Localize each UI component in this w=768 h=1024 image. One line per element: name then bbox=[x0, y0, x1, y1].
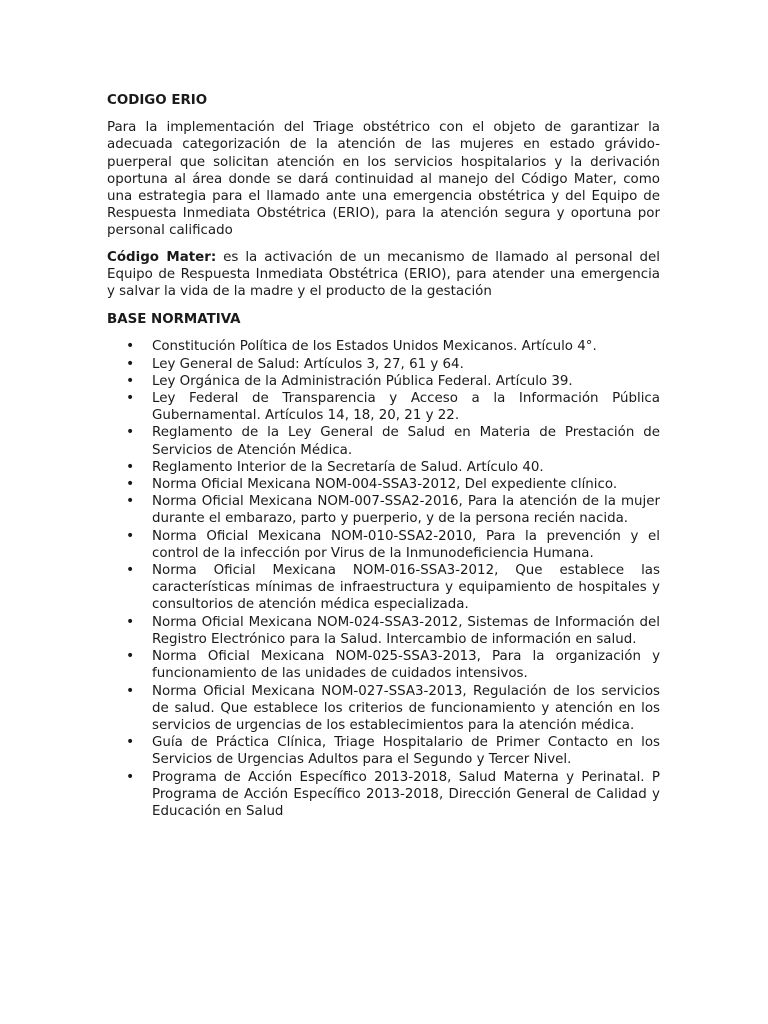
bullet-icon: • bbox=[126, 682, 135, 699]
bullet-icon: • bbox=[126, 424, 135, 441]
norm-text: Constitución Política de los Estados Unidos Mexicanos. Artículo 4°. bbox=[152, 339, 597, 355]
bullet-icon: • bbox=[126, 390, 135, 407]
definition-text: es la activación de un mecanismo de llamado al personal del Equipo de Respuesta Inmediata Obstétrica (ERIO), para atender una emergencia y salvar la vida de la madre y el producto de la gestación bbox=[107, 249, 660, 300]
norm-text: Norma Oficial Mexicana NOM-007-SSA2-2016, Para la atención de la mujer durante el embarazo, parto y puerperio, y de la persona recién nacida. bbox=[152, 494, 660, 527]
norm-text: Ley General de Salud: Artículos 3, 27, 61 y 64. bbox=[152, 356, 464, 372]
norm-text: Norma Oficial Mexicana NOM-016-SSA3-2012, Que establece las características mínimas de infraestructura y equipamiento de hospitales y consultorios de atención médica especializada. bbox=[152, 563, 660, 613]
norm-list-item bbox=[107, 769, 660, 821]
norm-text: Norma Oficial Mexicana NOM-004-SSA3-2012, Del expediente clínico. bbox=[152, 477, 618, 493]
norm-list-item bbox=[107, 683, 660, 735]
norm-text: Reglamento Interior de la Secretaría de Salud. Artículo 40. bbox=[152, 459, 544, 475]
norm-list-item bbox=[107, 734, 660, 768]
bullet-icon: • bbox=[126, 562, 135, 579]
norm-text: Norma Oficial Mexicana NOM-027-SSA3-2013, Regulación de los servicios de salud. Que establece los criterios de funcionamiento y atención en los servicios de urgencias de los establecimientos para la atención médica. bbox=[152, 683, 660, 733]
norm-list-item bbox=[107, 528, 660, 562]
norm-list-item bbox=[107, 476, 660, 493]
definition-term: Código Mater: bbox=[107, 249, 217, 265]
norm-text: Programa de Acción Específico 2013-2018, Salud Materna y Perinatal. P Programa de Acción Específico 2013-2018, Dirección General de Calidad y Educación en Salud bbox=[152, 769, 660, 819]
norm-text: Ley Orgánica de la Administración Pública Federal. Artículo 39. bbox=[152, 373, 573, 389]
bullet-icon: • bbox=[126, 458, 135, 475]
bullet-icon: • bbox=[126, 613, 135, 630]
bullet-icon: • bbox=[126, 476, 135, 493]
bullet-icon: • bbox=[126, 338, 135, 355]
norm-list-item bbox=[107, 562, 660, 614]
norm-text: Norma Oficial Mexicana NOM-025-SSA3-2013, Para la organización y funcionamiento de las unidades de cuidados intensivos. bbox=[152, 649, 660, 682]
norm-list-item bbox=[107, 338, 660, 355]
norm-list-item bbox=[107, 424, 660, 458]
document-page bbox=[107, 90, 660, 820]
bullet-icon: • bbox=[126, 648, 135, 665]
norm-list-item bbox=[107, 390, 660, 424]
norm-list-item bbox=[107, 373, 660, 390]
norm-list-item bbox=[107, 459, 660, 476]
bullet-icon: • bbox=[126, 355, 135, 372]
bullet-icon: • bbox=[126, 527, 135, 544]
intro-paragraph: Para la implementación del Triage obstétrico con el objeto de garantizar la adecuada categorización de la atención de las mujeres en estado grávido-puerperal que solicitan atención en los servicios hospitalarios y la derivación oportuna al área donde se dará continuidad al manejo del Código Mater, como una estrategia para el llamado ante una emergencia obstétrica y del Equipo de Respuesta Inmediata Obstétrica (ERIO), para la atención segura y oportuna por personal calificado bbox=[107, 120, 660, 239]
norm-text: Reglamento de la Ley General de Salud en Materia de Prestación de Servicios de Atención Médica. bbox=[152, 425, 660, 458]
bullet-icon: • bbox=[126, 372, 135, 389]
document-title: CODIGO ERIO bbox=[107, 93, 208, 108]
definition-paragraph bbox=[107, 249, 660, 301]
norm-text: Norma Oficial Mexicana NOM-024-SSA3-2012, Sistemas de Información del Registro Electrónico para la Salud. Intercambio de información en salud. bbox=[152, 614, 660, 647]
norm-list-item bbox=[107, 356, 660, 373]
bullet-icon: • bbox=[126, 734, 135, 751]
norm-text: Ley Federal de Transparencia y Acceso a la Información Pública Gubernamental. Artículos 14, 18, 20, 21 y 22. bbox=[152, 391, 660, 424]
norm-list-item bbox=[107, 614, 660, 648]
norm-list-item bbox=[107, 648, 660, 682]
bullet-icon: • bbox=[126, 768, 135, 785]
norm-text: Norma Oficial Mexicana NOM-010-SSA2-2010, Para la prevención y el control de la infección por Virus de la Inmunodeficiencia Humana. bbox=[152, 528, 660, 561]
norms-list bbox=[107, 338, 660, 820]
norm-text: Guía de Práctica Clínica, Triage Hospitalario de Primer Contacto en los Servicios de Urgencias Adultos para el Segundo y Tercer Nivel. bbox=[152, 735, 660, 768]
norm-list-item bbox=[107, 493, 660, 527]
base-normativa-heading: BASE NORMATIVA bbox=[107, 312, 241, 328]
bullet-icon: • bbox=[126, 493, 135, 510]
